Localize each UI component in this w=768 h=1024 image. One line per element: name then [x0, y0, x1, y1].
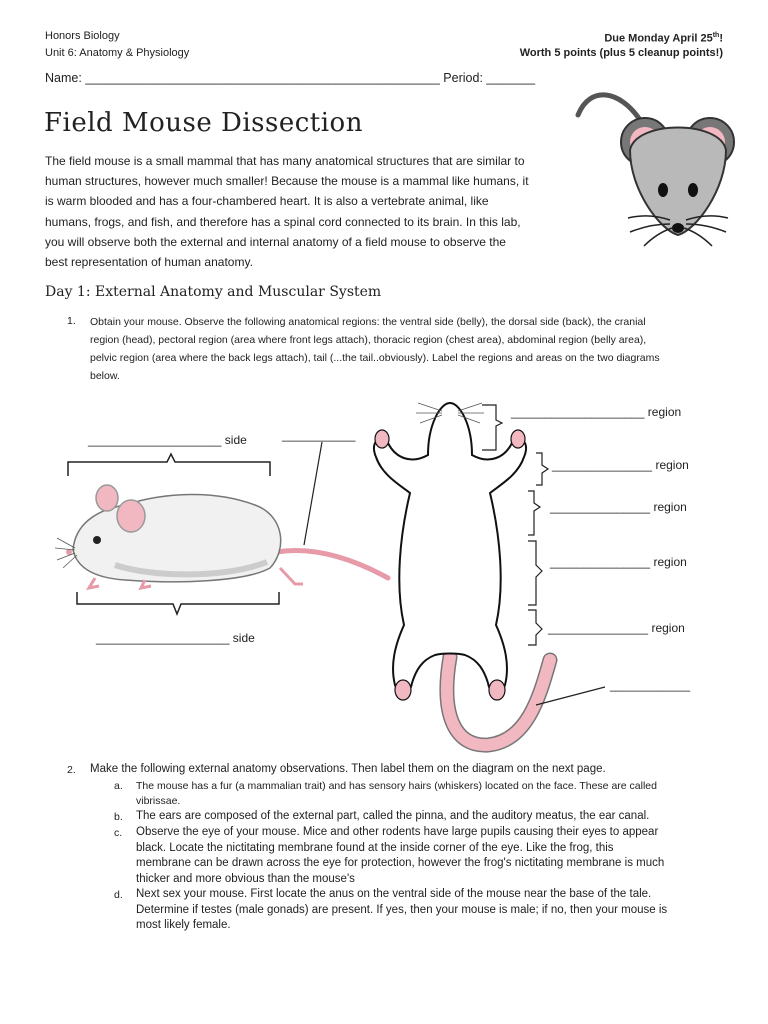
item-d-line: Next sex your mouse. First locate the anus on the ventral side of the mouse near the base of the tale. [136, 888, 652, 900]
item-b-line: The ears are composed of the external part, called the pinna, and the auditory meatus, the ear canal. [136, 810, 650, 822]
item-c-text [136, 825, 736, 887]
item-c-line: black. Locate the nictitating membrane found at the inside corner of the eye. Like the frog, this [136, 841, 614, 854]
due-date: Due Monday April 25th! [604, 32, 723, 45]
item-c-line: thicker and more obvious than the mouse's [136, 872, 355, 885]
day1-heading: Day 1: External Anatomy and Muscular System [45, 284, 382, 300]
step1-line: below. [90, 370, 120, 382]
step1-line: Obtain your mouse. Observe the following anatomical regions: the ventral side (belly), the dorsal side (back), the cranial [90, 316, 646, 328]
region-label-5: _______________ region [548, 621, 685, 635]
item-c-letter: c. [114, 827, 123, 839]
item-c-line: membrane can be drawn across the eye for protection, however the frog's nictitating membrane is much [136, 857, 665, 869]
item-a-line: vibrissae. [136, 795, 181, 807]
region-label-1: ____________________ region [511, 405, 682, 419]
intro-line: you will observe both the external and internal anatomy of a field mouse to observe the [45, 234, 506, 249]
intro-line: best representation of human anatomy. [45, 255, 253, 270]
region-label-3: _______________ region [550, 500, 687, 514]
item-d-letter: d. [114, 889, 123, 901]
item-b-text [136, 809, 736, 825]
item-a-text [136, 779, 736, 809]
intro-paragraph [45, 151, 565, 272]
step1-number: 1. [67, 315, 76, 327]
region-label-4: _______________ region [550, 555, 687, 569]
side-label-bottom: ____________________ side [96, 631, 255, 645]
ventral-view-rat-diagram [300, 395, 620, 760]
cartoon-mouse-illustration [570, 80, 740, 250]
step1-text [90, 313, 740, 385]
item-a-letter: a. [114, 780, 123, 792]
intro-line: human structures, however much smaller! Because the mouse is a mammal like humans, it [45, 174, 529, 189]
step2-lead: Make the following external anatomy observations. Then label them on the diagram on the next page. [90, 763, 606, 775]
item-d-line: most likely female. [136, 919, 231, 931]
intro-line: The field mouse is a small mammal that has many anatomical structures that are similar to [45, 154, 525, 168]
name-period-line: Name: ___________________________________________________ Period: _______ [45, 71, 536, 85]
intro-line: is warm blooded and has a four-chambered heart. It is also a vertebrate animal, like [45, 194, 489, 209]
item-a-line: The mouse has a fur (a mammalian trait) and has sensory hairs (whiskers) located on the face. These are called [136, 780, 657, 792]
step1-line: region (head), pectoral region (area where front legs attach), thoracic region (chest area), abdominal region (belly area), [90, 334, 647, 346]
step2-number: 2. [67, 764, 76, 776]
intro-line: humans, frogs, and fish, and therefore has a spinal cord connected to its brain. In this lab, [45, 214, 521, 229]
region-label-2: _______________ region [552, 458, 689, 472]
worth-points: Worth 5 points (plus 5 cleanup points!) [519, 47, 723, 59]
item-d-text [136, 887, 736, 934]
step1-line: pelvic region (area where the back legs attach), tail (...the tail..obviously). Label the regions and areas on the two diagrams [90, 352, 660, 364]
page-title: Field Mouse Dissection [44, 108, 363, 138]
tail-label-blank-right: ____________ [610, 678, 691, 692]
dorsal-bracket [68, 454, 270, 476]
item-b-letter: b. [114, 811, 123, 823]
item-d-line: Determine if testes (male gonads) are present. If yes, then your mouse is male; if no, then your mouse is [136, 903, 668, 916]
ventral-bracket [77, 592, 279, 614]
item-c-line: Observe the eye of your mouse. Mice and other rodents have large pupils causing their eyes to appear [136, 826, 659, 838]
side-label-top: ____________________ side [88, 433, 247, 447]
tail-label-blank: ___________ [282, 428, 356, 442]
unit-name: Unit 6: Anatomy & Physiology [45, 47, 190, 59]
course-name: Honors Biology [45, 30, 120, 42]
